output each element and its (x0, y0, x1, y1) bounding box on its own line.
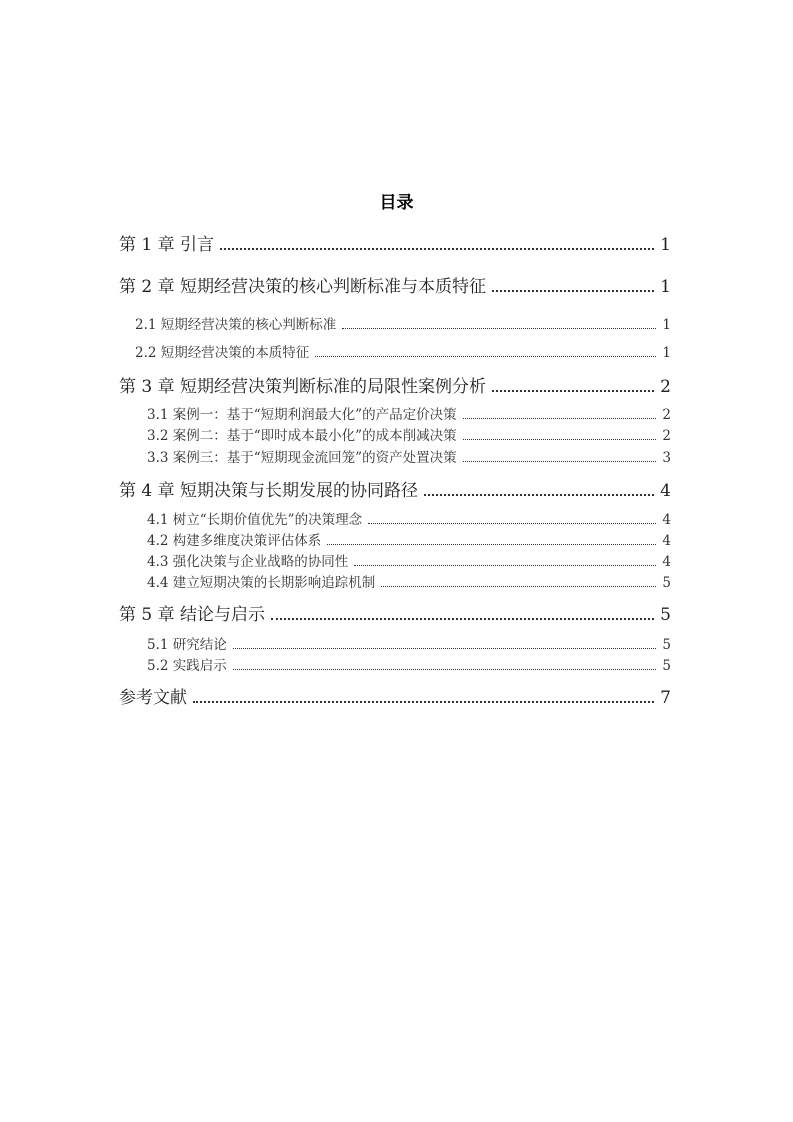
toc-entry[interactable] (147, 633, 671, 653)
toc-entry[interactable] (147, 424, 671, 444)
toc-entry[interactable] (119, 476, 671, 501)
toc-entry-label: 3.2 案例二：基于“即时成本最小化”的成本削减决策 (147, 428, 457, 444)
toc-entry[interactable] (147, 508, 671, 528)
toc-entry-page: 5 (662, 637, 671, 653)
toc-entry[interactable] (135, 313, 671, 333)
toc-entry[interactable] (147, 550, 671, 570)
toc-entry[interactable] (119, 683, 671, 708)
toc-entry-page: 2 (660, 377, 671, 397)
toc-entry[interactable] (119, 272, 671, 297)
dot-leader (327, 544, 656, 545)
dot-leader (463, 418, 657, 419)
toc-entry[interactable] (147, 571, 671, 591)
toc-entry[interactable] (119, 372, 671, 397)
toc-entry-label: 5.2 实践启示 (147, 658, 227, 674)
toc-entry[interactable] (147, 654, 671, 674)
dot-leader (463, 461, 657, 462)
dot-leader (233, 648, 657, 649)
toc-entry-page: 7 (660, 688, 671, 708)
toc-entry-page: 4 (662, 512, 671, 528)
dot-leader (463, 439, 657, 440)
toc-entry-label: 4.2 构建多维度决策评估体系 (147, 533, 322, 549)
toc-entry-label: 第 4 章 短期决策与长期发展的协同路径 (119, 481, 419, 501)
toc-entry[interactable] (119, 600, 671, 625)
dot-leader (354, 565, 656, 566)
dot-leader (315, 356, 656, 357)
toc-entry-page: 1 (662, 345, 671, 361)
toc-entry-page: 4 (662, 554, 671, 570)
toc-entry-page: 5 (662, 575, 671, 591)
toc-entry-label: 第 1 章 引言 (119, 235, 215, 255)
toc-entry-label: 3.1 案例一：基于“短期利润最大化”的产品定价决策 (147, 407, 457, 423)
dot-leader (193, 701, 654, 703)
toc-entry-page: 5 (662, 658, 671, 674)
dot-leader (220, 248, 654, 250)
dot-leader (424, 494, 654, 496)
toc-entry-label: 参考文献 (119, 688, 187, 708)
toc-entry-label: 4.3 强化决策与企业战略的协同性 (147, 554, 349, 570)
toc-entry-page: 2 (662, 407, 671, 423)
toc-entry-label: 第 3 章 短期经营决策判断标准的局限性案例分析 (119, 377, 487, 397)
toc-entry-label: 2.1 短期经营决策的核心判断标准 (135, 317, 337, 333)
toc-entry-label: 2.2 短期经营决策的本质特征 (135, 345, 310, 361)
toc-entry[interactable] (135, 341, 671, 361)
dot-leader (492, 290, 654, 292)
toc-entry[interactable] (119, 230, 671, 255)
toc-entry[interactable] (147, 403, 671, 423)
toc-entry[interactable] (147, 446, 671, 466)
toc-entry-label: 5.1 研究结论 (147, 637, 227, 653)
toc-entry-page: 4 (662, 533, 671, 549)
toc-entry-page: 5 (660, 605, 671, 625)
toc-entry-label: 3.3 案例三：基于“短期现金流回笼”的资产处置决策 (147, 450, 457, 466)
toc-entry-label: 第 2 章 短期经营决策的核心判断标准与本质特征 (119, 277, 487, 297)
toc-entry-label: 4.1 树立“长期价值优先”的决策理念 (147, 512, 363, 528)
dot-leader (342, 328, 656, 329)
toc-title: 目录 (379, 193, 414, 213)
dot-leader (271, 618, 654, 620)
toc-entry-page: 2 (662, 428, 671, 444)
dot-leader (233, 669, 657, 670)
toc-entry-page: 1 (660, 235, 671, 255)
toc-entry-page: 3 (662, 450, 671, 466)
toc-entry-page: 1 (662, 317, 671, 333)
toc-entry[interactable] (147, 529, 671, 549)
toc-entry-label: 4.4 建立短期决策的长期影响追踪机制 (147, 575, 376, 591)
dot-leader (381, 586, 656, 587)
toc-entry-label: 第 5 章 结论与启示 (119, 605, 266, 625)
toc-entry-page: 4 (660, 481, 671, 501)
toc-entry-page: 1 (660, 277, 671, 297)
dot-leader (368, 523, 656, 524)
dot-leader (492, 390, 654, 392)
